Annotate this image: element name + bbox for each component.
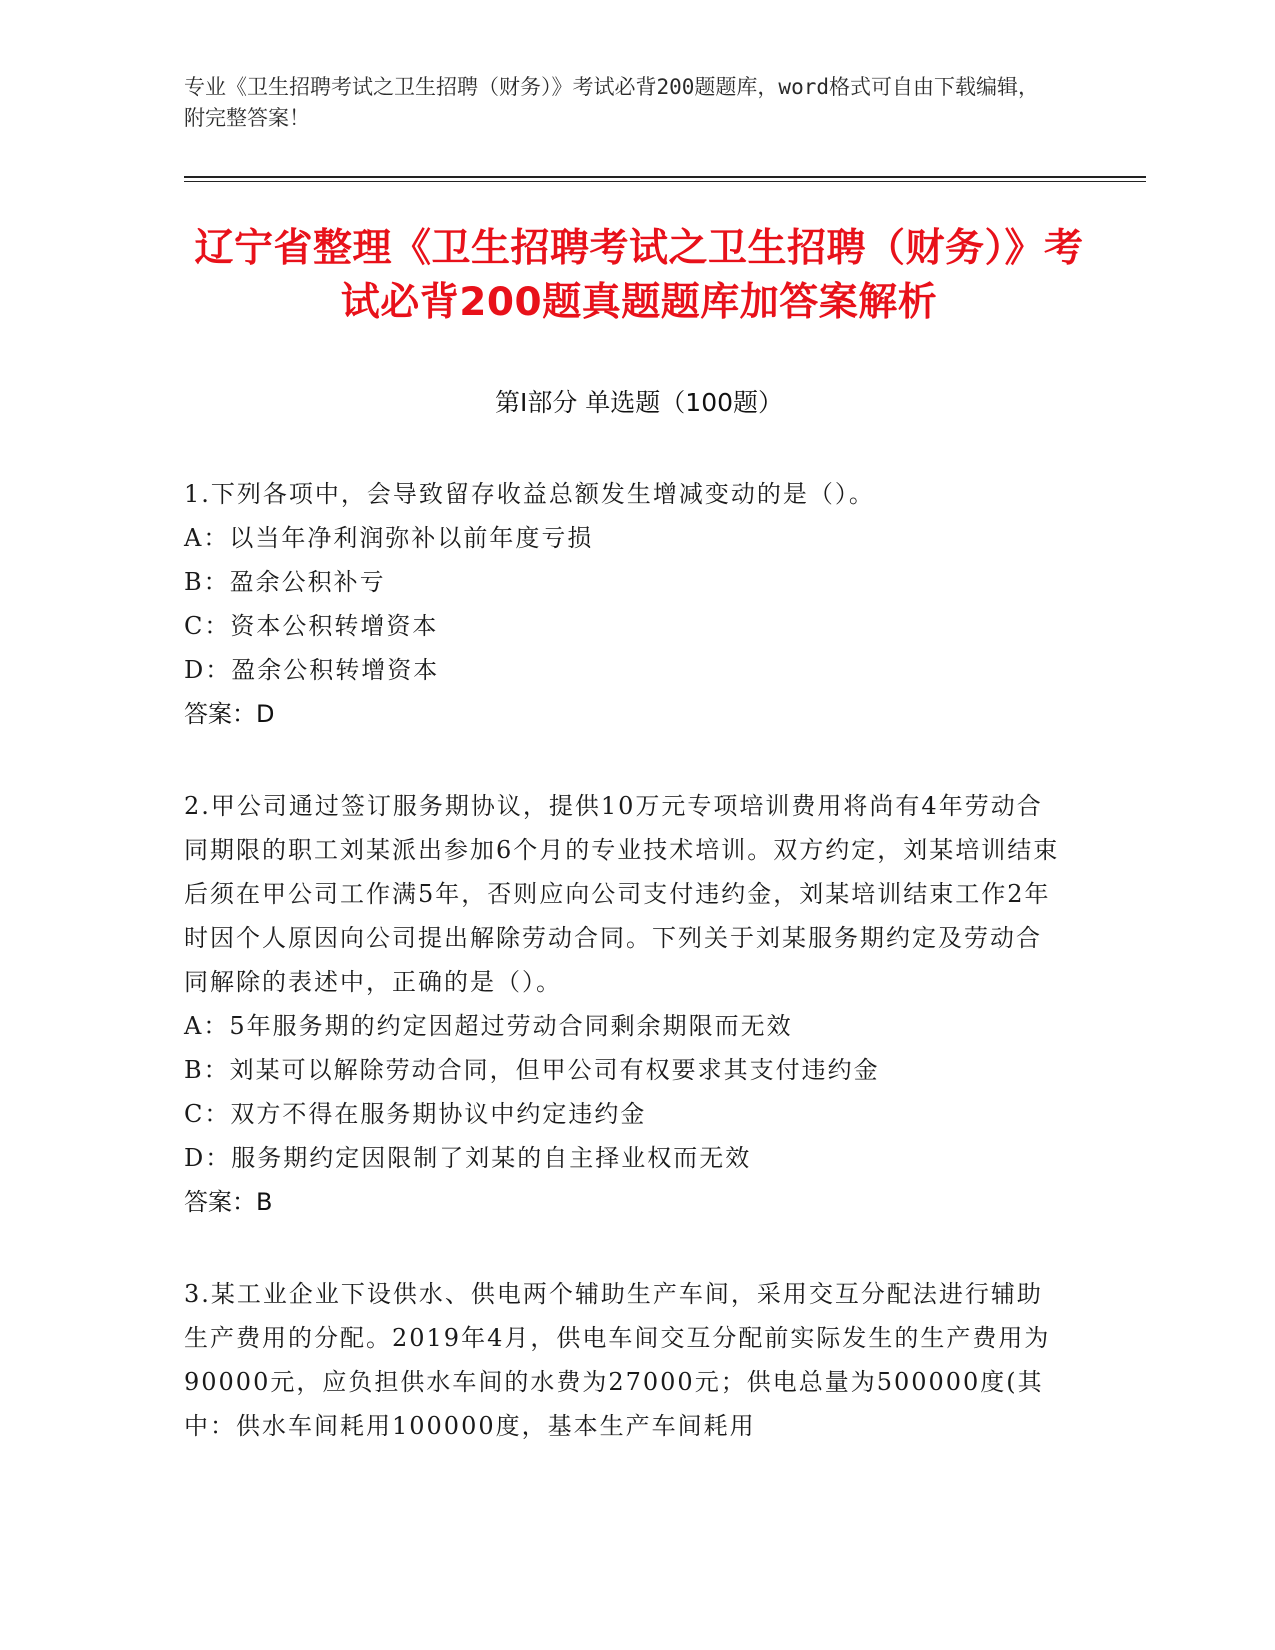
option-a: A：以当年净利润弥补以前年度亏损 (184, 524, 594, 552)
question-stem: 1.下列各项中，会导致留存收益总额发生增减变动的是（）。 (184, 480, 875, 508)
question-list (184, 472, 1064, 1496)
question-stem: 3.某工业企业下设供水、供电两个辅助生产车间，采用交互分配法进行辅助生产费用的分配。2019年4月，供电车间交互分配前实际发生的生产费用为90000元，应负担供水车间的水费为27000元；供电总量为500000度(其中：供水车间耗用100000度，基本生产车间耗用 (184, 1280, 1051, 1440)
question-1 (184, 472, 1064, 736)
answer-label: 答案：D (184, 700, 275, 728)
option-b: B：盈余公积补亏 (184, 568, 386, 596)
document-title: 辽宁省整理《卫生招聘考试之卫生招聘（财务）》考试必背200题真题题库加答案解析 (194, 226, 1084, 325)
section-title: 第I部分 单选题（100题） (494, 388, 784, 417)
header-note: 专业《卫生招聘考试之卫生招聘（财务）》考试必背200题题库，word格式可自由下载编辑，附完整答案！ (184, 75, 1039, 130)
option-c: C：双方不得在服务期协议中约定违约金 (184, 1100, 647, 1128)
question-stem: 2.甲公司通过签订服务期协议，提供10万元专项培训费用将尚有4年劳动合同期限的职工刘某派出参加6个月的专业技术培训。双方约定，刘某培训结束后须在甲公司工作满5年，否则应向公司支付违约金，刘某培训结束工作2年时因个人原因向公司提出解除劳动合同。下列关于刘某服务期约定及劳动合同解除的表述中，正确的是（）。 (184, 792, 1060, 996)
question-2 (184, 784, 1064, 1224)
option-d: D：服务期约定因限制了刘某的自主择业权而无效 (184, 1144, 752, 1172)
option-a: A：5年服务期的约定因超过劳动合同剩余期限而无效 (184, 1012, 793, 1040)
header-divider-thin (184, 181, 1146, 182)
header-divider-thick (184, 176, 1146, 178)
question-3 (184, 1272, 1064, 1448)
option-b: B：刘某可以解除劳动合同，但甲公司有权要求其支付违约金 (184, 1056, 880, 1084)
answer-label: 答案：B (184, 1188, 273, 1216)
option-d: D：盈余公积转增资本 (184, 656, 440, 684)
option-c: C：资本公积转增资本 (184, 612, 439, 640)
